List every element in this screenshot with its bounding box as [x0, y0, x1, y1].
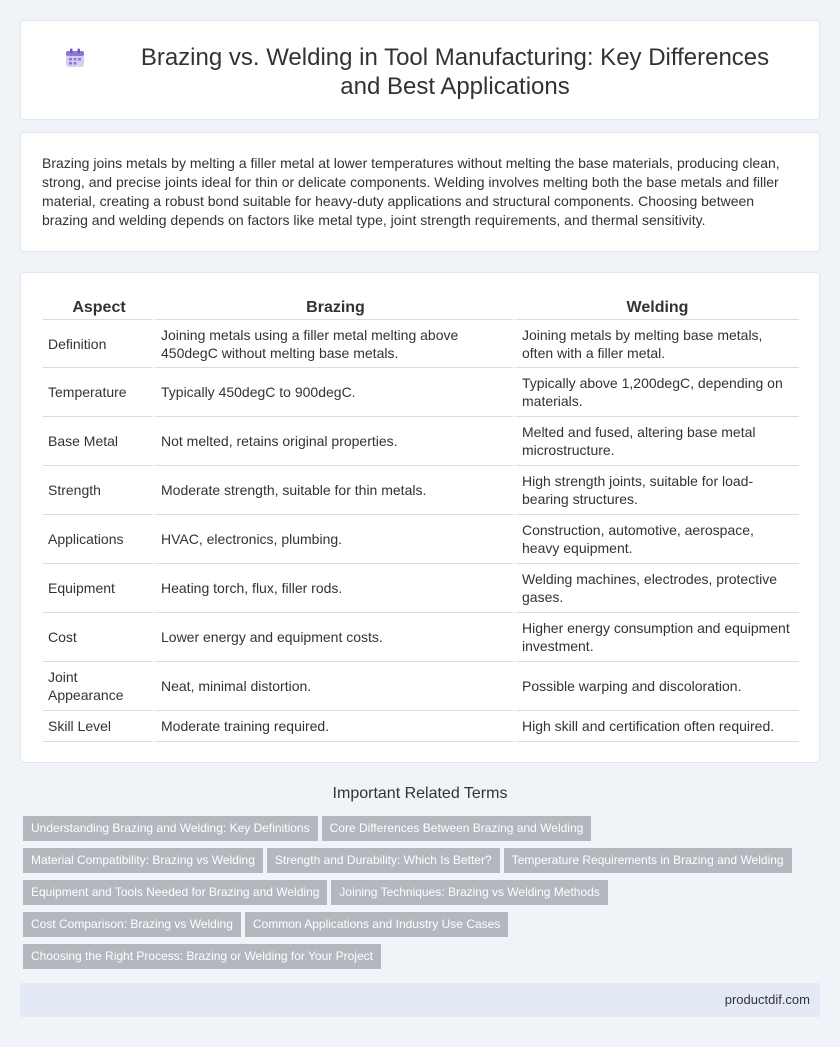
table-row — [43, 368, 799, 417]
related-term-tag[interactable]: Equipment and Tools Needed for Brazing and Welding — [23, 880, 327, 905]
aspect-cell: Joint Appearance — [43, 662, 155, 711]
brazing-cell: Moderate training required. — [155, 711, 516, 742]
brazing-cell: Joining metals using a filler metal melting above 450degC without melting base metals. — [155, 319, 516, 368]
related-term-tag[interactable]: Joining Techniques: Brazing vs Welding Methods — [331, 880, 607, 905]
table-row — [43, 564, 799, 613]
header-brazing: Brazing — [306, 299, 365, 316]
related-term-tag[interactable]: Material Compatibility: Brazing vs Welding — [23, 848, 263, 873]
brazing-cell: Moderate strength, suitable for thin metals. — [155, 466, 516, 515]
tag-row — [23, 944, 823, 976]
welding-cell: High strength joints, suitable for load-bearing structures. — [516, 466, 799, 515]
aspect-cell: Applications — [43, 515, 155, 564]
footer-site-link[interactable]: productdif.com — [724, 992, 810, 1007]
tag-row — [23, 880, 823, 912]
aspect-cell: Base Metal — [43, 417, 155, 466]
tag-row — [23, 848, 823, 880]
brazing-cell: Heating torch, flux, filler rods. — [155, 564, 516, 613]
page-title-line: Brazing vs. Welding in Tool Manufacturing: Key Differences and Best Applications — [140, 44, 770, 100]
intro-paragraph: Brazing joins metals by melting a filler metal at lower temperatures without melting the base materials, producing clean, strong, and precise joints ideal for thin or delicate components. Welding involves melting both the base metals and filler material, creating a robust bond suitable for heavy-duty applications and structural components. Choosing between brazing and welding depends on factors like metal type, joint strength requirements, and thermal sensitivity. — [42, 155, 780, 228]
welding-cell: Possible warping and discoloration. — [516, 662, 799, 711]
table-row — [43, 466, 799, 515]
brazing-cell: Typically 450degC to 900degC. — [155, 368, 516, 417]
intro-card — [20, 132, 820, 252]
comparison-table-card — [20, 272, 820, 763]
table-row — [43, 711, 799, 742]
table-row — [43, 515, 799, 564]
welding-cell: High skill and certification often required. — [516, 711, 799, 742]
aspect-cell: Skill Level — [43, 711, 155, 742]
welding-cell: Melted and fused, altering base metal microstructure. — [516, 417, 799, 466]
tag-row — [23, 816, 823, 848]
header-aspect: Aspect — [72, 299, 126, 316]
related-term-tag[interactable]: Core Differences Between Brazing and Welding — [322, 816, 592, 841]
welding-cell: Higher energy consumption and equipment investment. — [516, 613, 799, 662]
brazing-cell: Lower energy and equipment costs. — [155, 613, 516, 662]
welding-cell: Construction, automotive, aerospace, heavy equipment. — [516, 515, 799, 564]
aspect-cell: Definition — [43, 319, 155, 368]
aspect-cell: Equipment — [43, 564, 155, 613]
related-term-tag[interactable]: Temperature Requirements in Brazing and Welding — [504, 848, 792, 873]
brazing-cell: Neat, minimal distortion. — [155, 662, 516, 711]
aspect-cell: Cost — [43, 613, 155, 662]
header-card — [20, 20, 820, 120]
aspect-cell: Strength — [43, 466, 155, 515]
related-term-tag[interactable]: Strength and Durability: Which Is Better? — [267, 848, 500, 873]
header-welding: Welding — [626, 299, 689, 316]
table-header-row — [43, 295, 799, 319]
brazing-cell: Not melted, retains original properties. — [155, 417, 516, 466]
related-term-tag[interactable]: Common Applications and Industry Use Cases — [245, 912, 508, 937]
related-term-tag[interactable]: Choosing the Right Process: Brazing or Welding for Your Project — [23, 944, 381, 969]
related-term-tag[interactable]: Understanding Brazing and Welding: Key Definitions — [23, 816, 318, 841]
table-row — [43, 417, 799, 466]
welding-cell: Typically above 1,200degC, depending on materials. — [516, 368, 799, 417]
table-row — [43, 613, 799, 662]
table-row — [43, 662, 799, 711]
welding-cell: Joining metals by melting base metals, often with a filler metal. — [516, 319, 799, 368]
footer — [20, 983, 820, 1017]
table-row — [43, 319, 799, 368]
tag-row — [23, 912, 823, 944]
page-title — [21, 43, 819, 101]
comparison-table — [43, 295, 799, 742]
welding-cell: Welding machines, electrodes, protective gases. — [516, 564, 799, 613]
related-term-tag[interactable]: Cost Comparison: Brazing vs Welding — [23, 912, 241, 937]
related-terms-title: Important Related Terms — [332, 785, 508, 802]
aspect-cell: Temperature — [43, 368, 155, 417]
related-terms-tags — [23, 816, 823, 976]
brazing-cell: HVAC, electronics, plumbing. — [155, 515, 516, 564]
